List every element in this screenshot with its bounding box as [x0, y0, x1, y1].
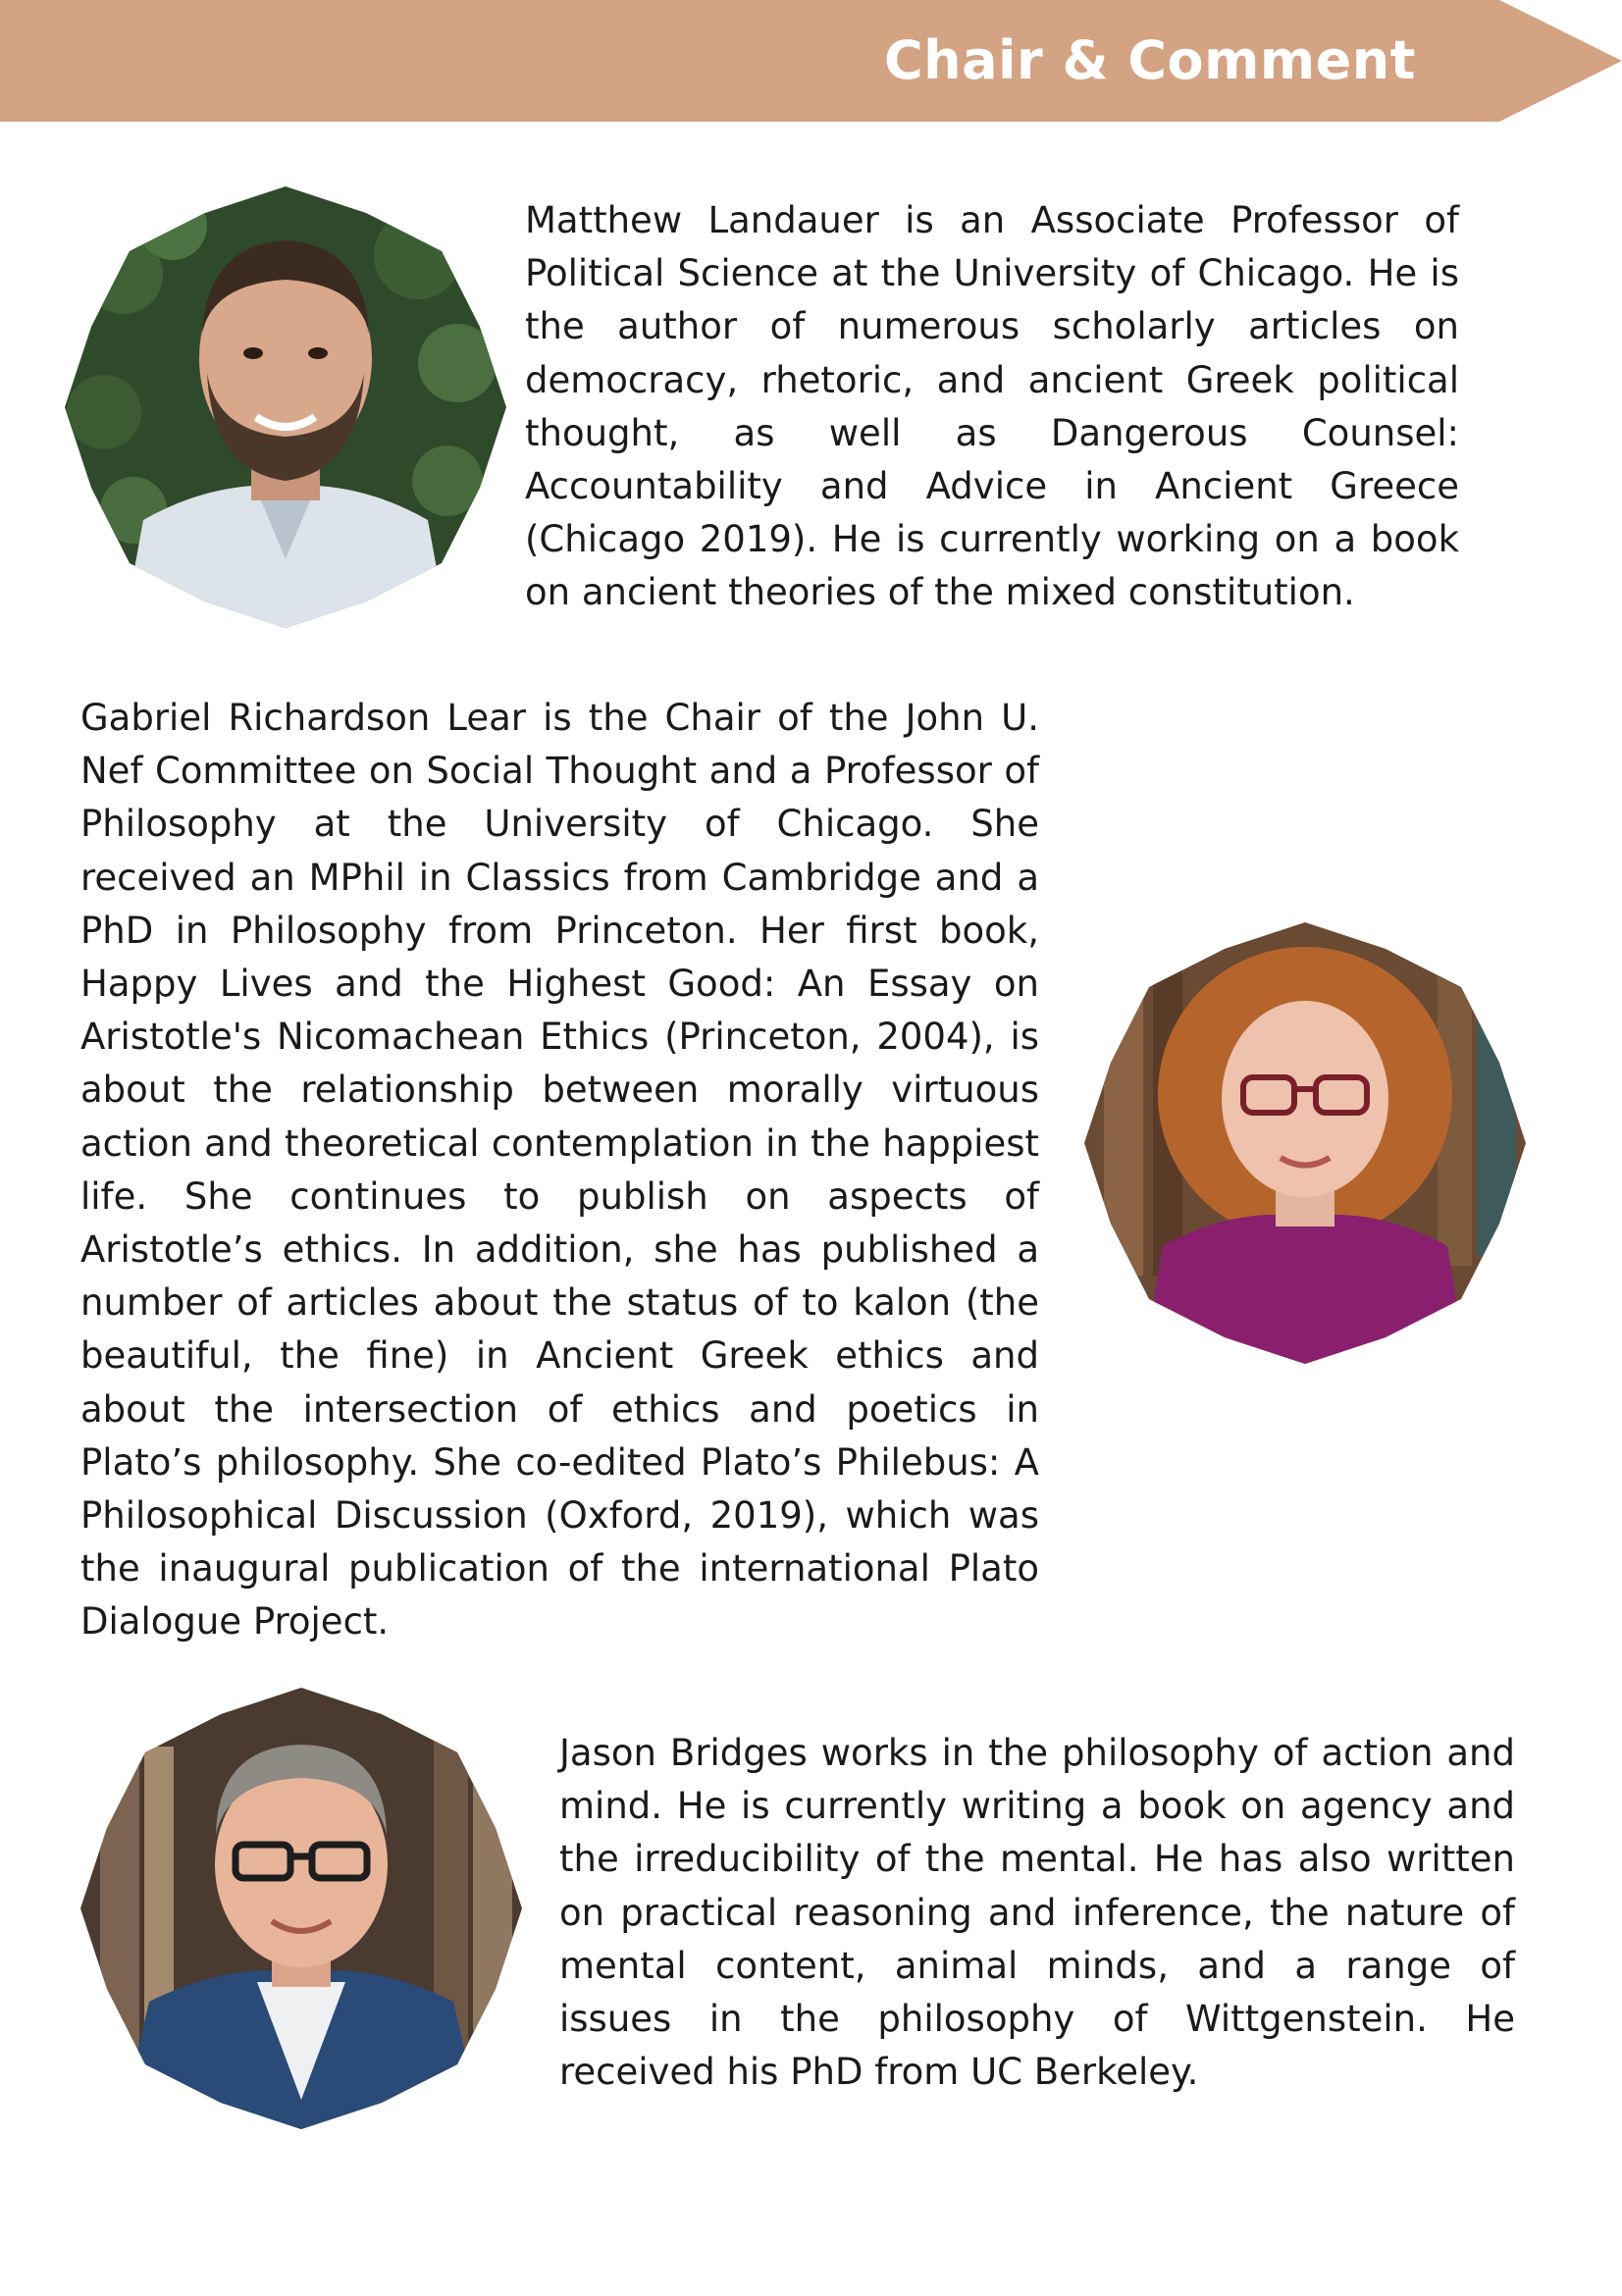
- speaker-bio-lear: Gabriel Richardson Lear is the Chair of the John U. Nef Committee on Social Thought and a Professor of Philosophy at the University of Chicago. She received an MPhil in Classics from Cambridge and a PhD in Philosophy from Princeton. Her first book, Happy Lives and the Highest Good: An Essay on Aristotle's Nicomachean Ethics (Princeton, 2004), is about the relationship between morally virtuous action and theoretical contemplation in the happiest life. She continues to publish on aspects of Aristotle’s ethics. In addition, she has published a number of articles about the status of to kalon (the beautiful, the fine) in Ancient Greek ethics and about the intersection of ethics and poetics in Plato’s philosophy. She co-edited Plato’s Philebus: A Philosophical Discussion (Oxford, 2019), which was the inaugural publication of the international Plato Dialogue Project.: [80, 697, 1039, 1644]
- speaker-bio-landauer: Matthew Landauer is an Associate Professor of Political Science at the University of Chicago. He is the author of numerous scholarly articles on democracy, rhetoric, and ancient Greek political thought, as well as Dangerous Counsel: Accountability and Advice in Ancient Greece (Chicago 2019). He is currently working on a book on ancient theories of the mixed constitution.: [525, 199, 1459, 614]
- header-banner: [0, 0, 1622, 122]
- portrait-woman-curly-hair-icon: [1084, 922, 1526, 1364]
- portrait-man-beard-icon: [65, 186, 506, 628]
- speaker-bio-bridges: Jason Bridges works in the philosophy of action and mind. He is currently writing a book on agency and the irreducibility of the mental. He has also written on practical reasoning and inference, the nature of mental content, animal minds, and a range of issues in the philosophy of Wittgenstein. He received his PhD from UC Berkeley.: [559, 1732, 1515, 2094]
- portrait-man-glasses-icon: [80, 1688, 522, 2129]
- speaker-photo-landauer: [65, 186, 506, 628]
- speaker-photo-bridges: [80, 1688, 522, 2129]
- page-title: Chair & Comment: [884, 29, 1416, 91]
- speaker-photo-lear: [1084, 922, 1526, 1364]
